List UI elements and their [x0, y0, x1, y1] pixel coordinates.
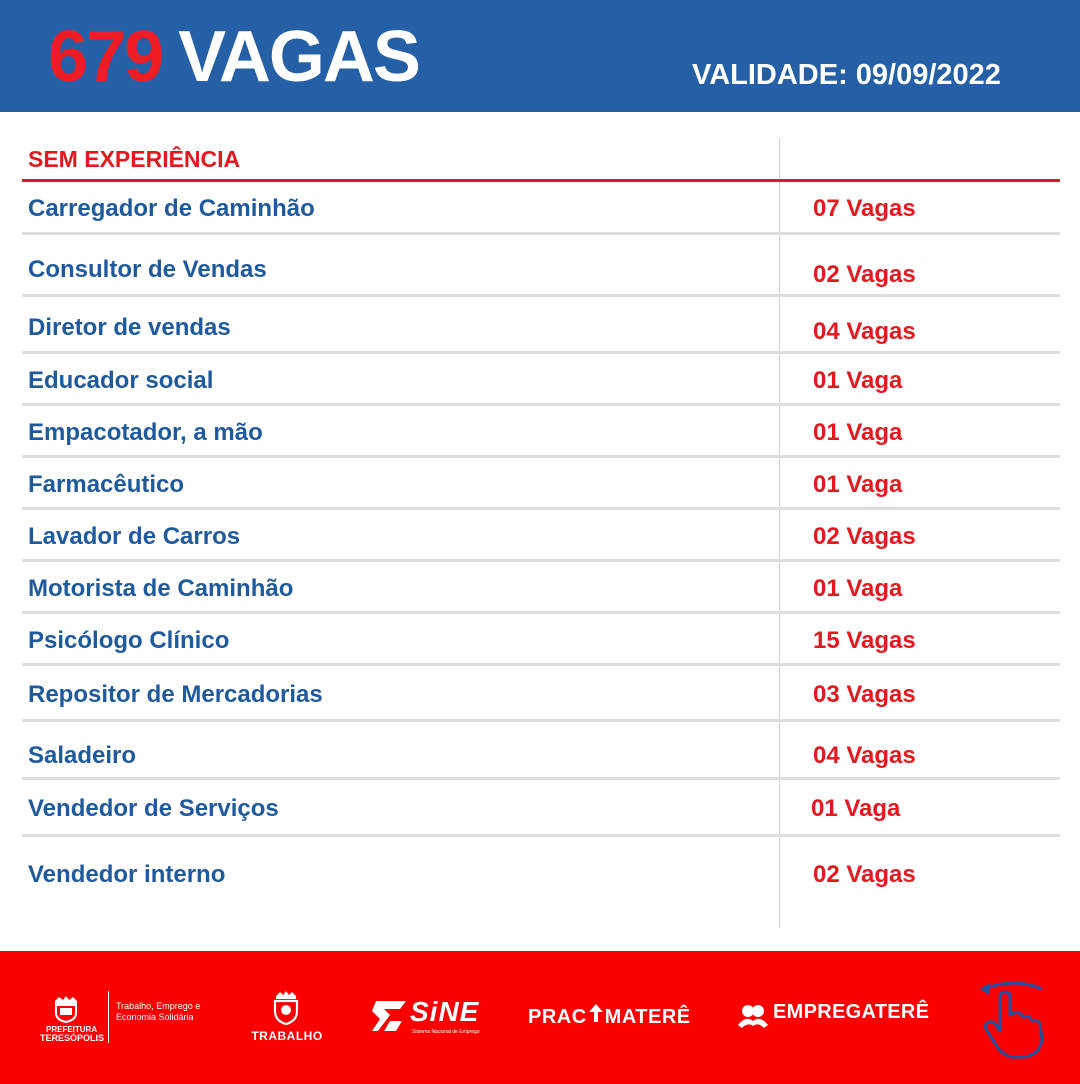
trabalho-label: TRABALHO [251, 1029, 323, 1043]
table-row [22, 406, 1060, 458]
vacancy-count: 07 Vagas [813, 195, 916, 222]
sine-logo-icon [370, 999, 408, 1033]
job-title: Saladeiro [28, 742, 137, 769]
job-title: Diretor de vendas [28, 314, 231, 341]
vacancy-count: 01 Vaga [813, 367, 903, 394]
table-row [22, 562, 1060, 614]
sine-logo [370, 995, 490, 1041]
job-title: Carregador de Caminhão [28, 195, 315, 222]
table-row [22, 614, 1060, 666]
empregatere-label: EMPREGATERÊ [773, 1001, 930, 1023]
prefeitura-logo [40, 991, 216, 1051]
logo-separator [108, 991, 109, 1043]
table-row [22, 354, 1060, 406]
trabalho-logo [248, 991, 328, 1051]
vacancy-count: 01 Vaga [813, 419, 903, 446]
footer-banner [0, 951, 1080, 1084]
vacancy-count: 01 Vaga [813, 471, 903, 498]
job-title: Educador social [28, 367, 214, 394]
headline-word: VAGAS [178, 17, 419, 97]
job-title: Lavador de Carros [28, 523, 241, 550]
job-title: Consultor de Vendas [28, 256, 267, 283]
job-rows [22, 182, 1060, 905]
vacancy-count: 01 Vaga [811, 795, 901, 822]
header-banner [0, 0, 1080, 112]
handshake-icon [736, 1003, 770, 1029]
prefeitura-label: PREFEITURA [46, 1025, 98, 1034]
labor-crest-icon [270, 991, 302, 1025]
vacancy-count: 02 Vagas [813, 861, 916, 888]
job-title: Vendedor interno [28, 861, 226, 888]
vacancy-count: 04 Vagas [813, 742, 916, 769]
job-title: Repositor de Mercadorias [28, 681, 323, 708]
job-title: Motorista de Caminhão [28, 575, 294, 602]
prefeitura-city: TERESÓPOLIS [40, 1033, 105, 1043]
validity-date: VALIDADE: 09/09/2022 [692, 59, 1001, 91]
table-row [22, 458, 1060, 510]
vacancy-count: 03 Vagas [813, 681, 916, 708]
section-title: SEM EXPERIÊNCIA [28, 146, 241, 172]
department-name: Trabalho, Emprego e Economia Solidária [116, 1001, 201, 1022]
vacancy-count: 02 Vagas [813, 523, 916, 550]
job-title: Vendedor de Serviços [28, 795, 279, 822]
vacancy-count: 04 Vagas [813, 318, 916, 345]
job-title: Psicólogo Clínico [28, 627, 230, 654]
job-title: Empacotador, a mão [28, 419, 263, 446]
vacancy-count: 01 Vaga [813, 575, 903, 602]
praca-suffix: MATERÊ [604, 1006, 691, 1028]
vacancy-total: 679 [48, 17, 163, 97]
praca-arrow-icon [588, 1003, 604, 1023]
city-crest-icon [52, 995, 80, 1023]
praca-prefix: PRAC [528, 1006, 587, 1028]
table-row [22, 722, 1060, 780]
table-row [22, 235, 1060, 297]
swipe-hand-icon [978, 975, 1052, 1061]
vacancy-count: 15 Vagas [813, 627, 916, 654]
table-row [22, 182, 1060, 235]
jobs-table [22, 138, 1060, 928]
vacancy-count: 02 Vagas [813, 261, 916, 288]
table-row [22, 297, 1060, 354]
table-row [22, 780, 1060, 837]
sine-wordmark: SiNE [410, 996, 480, 1027]
table-row [22, 666, 1060, 722]
headline [48, 14, 419, 100]
sine-subtitle: Sistema Nacional de Emprego [412, 1029, 480, 1035]
table-row [22, 837, 1060, 905]
table-row [22, 510, 1060, 562]
job-title: Farmacêutico [28, 471, 185, 498]
pracamatere-logo [528, 1003, 691, 1029]
